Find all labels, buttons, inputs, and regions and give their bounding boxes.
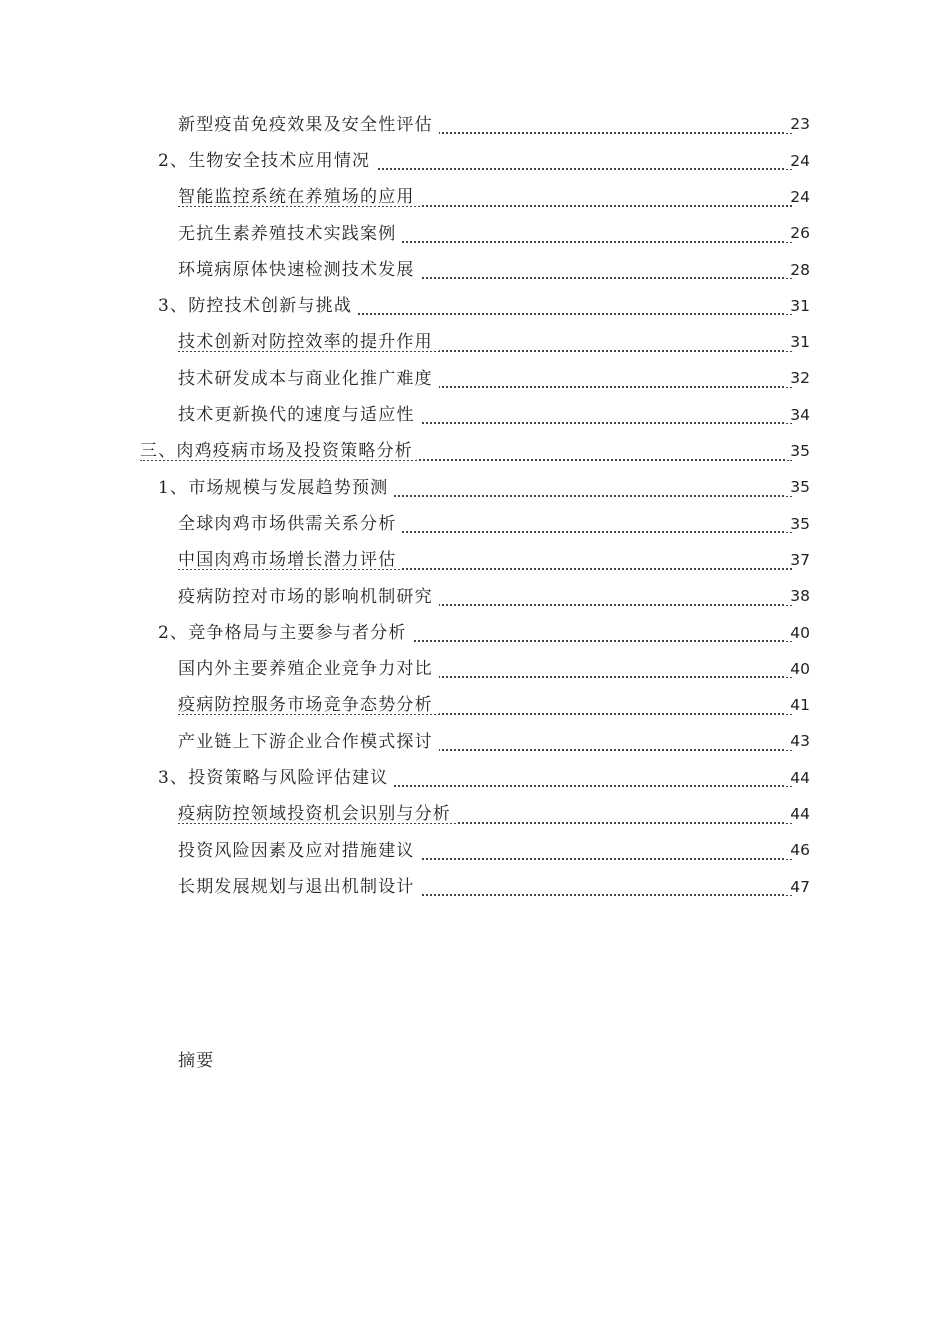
toc-entry[interactable] (0, 361, 950, 397)
toc-entry-title: 2、竞争格局与主要参与者分析 (158, 625, 413, 642)
toc-entry[interactable] (0, 216, 950, 252)
toc-entry-title: 疫病防控服务市场竞争态势分析 (178, 697, 439, 714)
toc-entry-page-number: 24 (786, 154, 810, 170)
toc-entry-page-number: 44 (786, 807, 810, 823)
toc-entry-page-number: 44 (786, 771, 810, 787)
toc-entry-page-number: 47 (786, 880, 810, 896)
toc-entry[interactable] (0, 724, 950, 760)
toc-entry[interactable] (0, 506, 950, 542)
toc-entry-page-number: 46 (786, 843, 810, 859)
toc-entry[interactable] (0, 325, 950, 361)
toc-entry-title: 新型疫苗免疫效果及安全性评估 (178, 117, 439, 134)
toc-entry-title: 产业链上下游企业合作模式探讨 (178, 734, 439, 751)
toc-entry-title: 中国肉鸡市场增长潜力评估 (178, 552, 402, 569)
toc-entry-title: 全球肉鸡市场供需关系分析 (178, 516, 402, 533)
toc-entry-title: 智能监控系统在养殖场的应用 (178, 189, 421, 206)
toc-entry-page-number: 26 (786, 226, 810, 242)
toc-entry[interactable] (0, 180, 950, 216)
toc-entry[interactable] (0, 579, 950, 615)
toc-entry[interactable] (0, 470, 950, 506)
toc-entry[interactable] (0, 651, 950, 687)
toc-entry-title: 2、生物安全技术应用情况 (158, 153, 376, 170)
toc-entry-title: 长期发展规划与退出机制设计 (178, 879, 421, 896)
toc-entry-title: 投资风险因素及应对措施建议 (178, 843, 421, 860)
toc-entry[interactable] (0, 615, 950, 651)
table-of-contents (0, 107, 950, 906)
toc-entry-page-number: 24 (786, 190, 810, 206)
toc-entry-title: 环境病原体快速检测技术发展 (178, 262, 421, 279)
toc-entry-title: 疫病防控领域投资机会识别与分析 (178, 806, 457, 823)
toc-entry-title: 无抗生素养殖技术实践案例 (178, 226, 402, 243)
toc-entry[interactable] (0, 397, 950, 433)
toc-entry-title: 疫病防控对市场的影响机制研究 (178, 589, 439, 606)
toc-entry-title: 三、肉鸡疫病市场及投资策略分析 (140, 443, 419, 460)
toc-entry-page-number: 40 (786, 662, 810, 678)
toc-entry-page-number: 37 (786, 553, 810, 569)
toc-entry[interactable] (0, 833, 950, 869)
toc-entry-page-number: 35 (786, 480, 810, 496)
toc-entry-page-number: 38 (786, 589, 810, 605)
toc-entry-page-number: 40 (786, 626, 810, 642)
toc-entry-page-number: 34 (786, 408, 810, 424)
toc-entry-title: 国内外主要养殖企业竞争力对比 (178, 661, 439, 678)
toc-entry-page-number: 43 (786, 734, 810, 750)
toc-entry-page-number: 23 (786, 117, 810, 133)
toc-entry[interactable] (0, 252, 950, 288)
toc-entry[interactable] (0, 143, 950, 179)
abstract-heading: 摘要 (178, 1051, 215, 1071)
toc-entry[interactable] (0, 543, 950, 579)
toc-entry-title: 3、投资策略与风险评估建议 (158, 770, 394, 787)
toc-entry[interactable] (0, 288, 950, 324)
toc-entry[interactable] (0, 869, 950, 905)
toc-entry[interactable] (0, 107, 950, 143)
toc-entry[interactable] (0, 434, 950, 470)
toc-entry-title: 技术研发成本与商业化推广难度 (178, 371, 439, 388)
toc-entry-page-number: 31 (786, 299, 810, 315)
toc-entry[interactable] (0, 760, 950, 796)
toc-entry-title: 技术创新对防控效率的提升作用 (178, 334, 439, 351)
toc-entry-page-number: 35 (786, 444, 810, 460)
toc-entry-page-number: 31 (786, 335, 810, 351)
toc-entry-page-number: 32 (786, 371, 810, 387)
toc-entry-title: 1、市场规模与发展趋势预测 (158, 480, 394, 497)
toc-entry-page-number: 41 (786, 698, 810, 714)
toc-entry[interactable] (0, 688, 950, 724)
toc-entry-title: 技术更新换代的速度与适应性 (178, 407, 421, 424)
toc-entry-page-number: 28 (786, 263, 810, 279)
toc-entry-page-number: 35 (786, 517, 810, 533)
toc-entry[interactable] (0, 797, 950, 833)
toc-entry-title: 3、防控技术创新与挑战 (158, 298, 358, 315)
